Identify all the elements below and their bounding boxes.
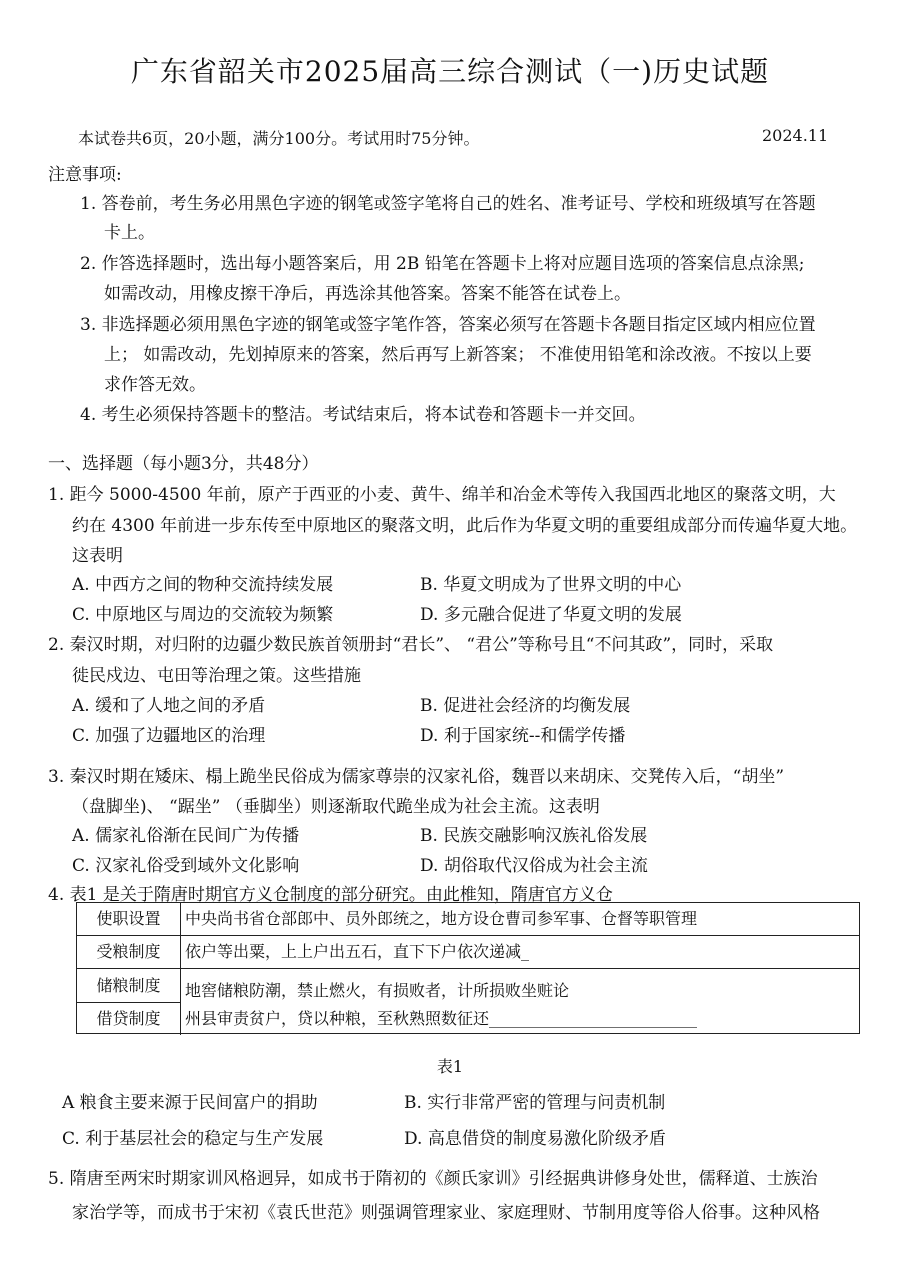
question-1-text: 这表明 [72,546,123,566]
question-5-text: 家治学等，而成书于宋初《袁氏世范》则强调管理家业、家庭理财、节制用度等俗人俗事。这种风格 [72,1203,820,1223]
notice-line: 1. 答卷前，考生务必用黑色字迹的钢笔或签字笔将自己的姓名、准考证号、学校和班级填写在答题 [80,194,816,214]
page-title: 广东省韶关市2025届高三综合测试（一)历史试题 [130,55,770,88]
exam-date: 2024.11 [762,126,829,145]
question-2-option-c: C. 加强了边疆地区的治理 [72,726,266,746]
notice-line: 2. 作答选择题时，选出每小题答案后，用 2B 铅笔在答题卡上将对应题目选项的答案信息点涂黑; [80,254,805,274]
table-cell-key: 使职设置 [77,903,181,935]
question-3-text: （盘脚坐)、 “踞坐” （垂脚坐）则逐渐取代跪坐成为社会主流。这表明 [72,797,600,817]
question-1-text: 约在 4300 年前进一步东传至中原地区的聚落文明，此后作为华夏文明的重要组成部分而传遍华夏大地。 [72,516,858,536]
question-1-text: 1. 距今 5000-4500 年前，原产于西亚的小麦、黄牛、绵羊和冶金术等传入我国西北地区的聚落文明，大 [48,485,836,505]
question-3-option-a: A. 儒家礼俗渐在民间广为传播 [72,826,300,846]
notice-line: 如需改动，用橡皮擦干净后，再选涂其他答案。答案不能答在试卷上。 [104,284,631,304]
question-2-option-b: B. 促进社会经济的均衡发展 [420,696,631,716]
question-2-option-d: D. 利于国家统--和儒学传播 [420,726,626,746]
notice-line: 卡上。 [104,223,155,243]
notice-line: 求作答无效。 [104,375,206,395]
question-3-text: 3. 秦汉时期在矮床、榻上跪坐民俗成为儒家尊崇的汉家礼俗，魏晋以来胡床、交凳传入后，“胡坐” [48,767,785,787]
notice-heading: 注意事项: [48,165,122,185]
question-4-option-b: B. 实行非常严密的管理与问责机制 [404,1093,666,1113]
question-2-text: 徙民戍边、屯田等治理之策。这些措施 [72,666,361,686]
table-cell-key: 借贷制度 [77,1003,181,1035]
question-1-option-a: A. 中西方之间的物种交流持续发展 [72,575,334,595]
table-row [77,936,859,968]
question-2-text: 2. 秦汉时期，对归附的边疆少数民族首领册封“君长”、 “君公”等称号且“不问其政”，同时，采取 [48,635,774,655]
table-row [77,969,859,1035]
question-4-option-a: A 粮食主要来源于民间富户的捐助 [62,1093,318,1113]
question-1-option-b: B. 华夏文明成为了世界文明的中心 [420,575,682,595]
section-heading: 一、选择题（每小题3分，共48分） [48,454,319,474]
table-row [77,903,859,935]
table-cell-key: 受粮制度 [77,936,181,968]
data-table [76,902,860,1034]
table-cell-value: 地窖储粮防潮，禁止燃火，有损败者，计所损败坐赃论 [185,981,570,1000]
notice-line: 3. 非选择题必须用黑色字迹的钢笔或签字笔作答，答案必须写在答题卡各题目指定区域内相应位置 [80,315,816,335]
question-3-option-d: D. 胡俗取代汉俗成为社会主流 [420,856,648,876]
question-3-option-c: C. 汉家礼俗受到域外文化影响 [72,856,300,876]
question-5-text: 5. 隋唐至两宋时期家训风格迥异，如成书于隋初的《颜氏家训》引经据典讲修身处世，儒释道、士族治 [48,1169,818,1189]
question-4-option-d: D. 高息借贷的制度易激化阶级矛盾 [404,1129,666,1149]
table-cell-value: 州县审责贫户，贷以种粮，至秋熟照数征还__________________________ [185,1009,698,1028]
question-3-option-b: B. 民族交融影响汉族礼俗发展 [420,826,648,846]
table-cell-value: 中央尚书省仓部郎中、员外郎统之，地方设仓曹司参军事、仓督等职管理 [185,909,698,928]
question-2-option-a: A. 缓和了人地之间的矛盾 [72,696,266,716]
question-4-option-c: C. 利于基层社会的稳定与生产发展 [62,1129,324,1149]
question-1-option-d: D. 多元融合促进了华夏文明的发展 [420,605,682,625]
notice-line: 上； 如需改动，先划掉原来的答案，然后再写上新答案； 不准使用铅笔和涂改液。不按以上要 [104,345,812,365]
notice-line: 4. 考生必须保持答题卡的整洁。考试结束后，将本试卷和答题卡一并交回。 [80,405,646,425]
table-cell-value: 依户等出粟，上上户出五石，直下下户依次递减_ [185,942,530,961]
table-caption: 表1 [436,1057,464,1076]
table-cell-key: 储粮制度 [77,969,181,1002]
exam-info: 本试卷共6页，20小题，满分100分。考试用时75分钟。 [78,129,480,148]
question-1-option-c: C. 中原地区与周边的交流较为频繁 [72,605,334,625]
question-4-text: 4. 表1 是关于隋唐时期官方义仓制度的部分研究。由此椎知，隋唐官方义仓 [48,885,613,905]
